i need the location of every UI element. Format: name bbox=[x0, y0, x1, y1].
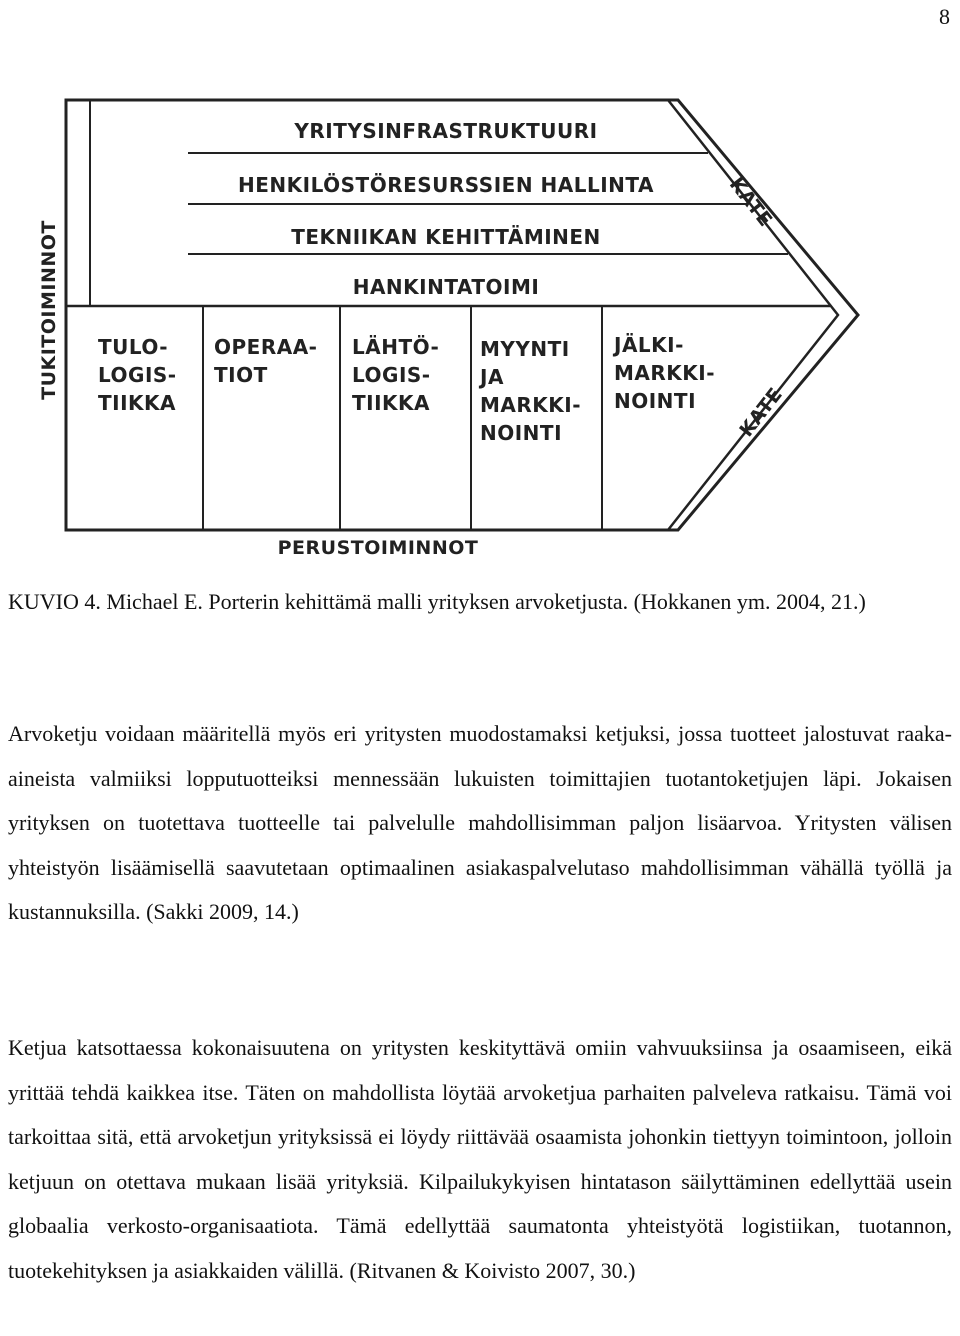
primary-activity-line: LOGIS- bbox=[98, 363, 177, 387]
primary-activity bbox=[352, 335, 439, 415]
primary-activity-line: TULO- bbox=[98, 335, 169, 359]
body-paragraph: Ketjua katsottaessa kokonaisuutena on yritysten keskityttävä omiin vahvuuksiinsa ja osaamiseen, eikä yrittää tehdä kaikkea itse. Täten on mahdollista löytää arvoketjua parhaiten palveleva ratkaisu. Tämä voi tarkoittaa sitä, että arvoketjun yrityksissä ei löydy riittävää osaamista johonkin tiettyyn toimintoon, jolloin ketjuun on otettava mukaan lisää yrityksiä. Kilpailukykyisen hintatason säilyttäminen edellyttää usein globaalia verkosto-organisaatiota. Tämä edellyttää saumatonta yhteistyötä logistiikan, tuotannon, tuotekehityksen ja asiakkaiden välillä. (Ritvanen & Koivisto 2007, 30.) bbox=[8, 1035, 952, 1283]
primary-activity-line: LOGIS- bbox=[352, 363, 431, 387]
figure-caption: KUVIO 4. Michael E. Porterin kehittämä malli yrityksen arvoketjusta. (Hokkanen ym. 2004, 21.) bbox=[8, 589, 866, 614]
primary-activities-label: PERUSTOIMINNOT bbox=[277, 537, 479, 559]
support-row: TEKNIIKAN KEHITTÄMINEN bbox=[291, 225, 601, 249]
body-paragraph: Arvoketju voidaan määritellä myös eri yritysten muodostamaksi ketjuksi, jossa tuotteet jalostuvat raaka-aineista valmiiksi lopputuotteiksi mennessään lukuisten toimittajien tuotantoketjujen läpi. Jokaisen yrityksen on tuotettava tuotteelle tai palvelulle mahdollisimman paljon lisäarvoa. Yritysten välisen yhteistyön lisäämisellä saavutetaan optimaalinen asiakaspalvelutaso mahdollisimman vähällä työllä ja kustannuksilla. (Sakki 2009, 14.) bbox=[8, 721, 952, 924]
support-row: HANKINTATOIMI bbox=[352, 275, 540, 299]
primary-activity-line: JÄLKI- bbox=[614, 333, 684, 357]
support-activities-label: TUKITOIMINNOT bbox=[38, 220, 60, 400]
page-number: 8 bbox=[939, 4, 950, 29]
support-row: HENKILÖSTÖRESURSSIEN HALLINTA bbox=[238, 173, 654, 197]
margin-label-bottom: KATE bbox=[735, 383, 788, 442]
value-chain-figure bbox=[18, 88, 878, 568]
primary-activity-line: NOINTI bbox=[614, 389, 697, 413]
primary-activity-line: MARKKI- bbox=[614, 361, 716, 385]
value-chain-outline bbox=[66, 100, 858, 530]
primary-activity bbox=[612, 333, 715, 413]
primary-activity-line: LÄHTÖ- bbox=[352, 335, 440, 359]
margin-label-top: KATE bbox=[724, 173, 777, 232]
margin-boundary-line bbox=[668, 100, 838, 530]
primary-activity-line: TIIKKA bbox=[352, 391, 430, 415]
primary-activity bbox=[98, 335, 177, 415]
primary-activity bbox=[214, 335, 317, 387]
primary-activity-line: NOINTI bbox=[480, 421, 563, 445]
primary-activity-line: MYYNTI bbox=[480, 337, 570, 361]
primary-activity-line: TIIKKA bbox=[98, 391, 176, 415]
primary-activity-line: TIOT bbox=[214, 363, 268, 387]
value-chain-diagram bbox=[18, 88, 878, 568]
primary-activity-line: OPERAA- bbox=[214, 335, 318, 359]
primary-activity-line: JA bbox=[480, 365, 504, 389]
primary-activity-line: MARKKI- bbox=[480, 393, 582, 417]
primary-activity bbox=[478, 337, 581, 445]
support-row: YRITYSINFRASTRUKTUURI bbox=[294, 119, 598, 143]
